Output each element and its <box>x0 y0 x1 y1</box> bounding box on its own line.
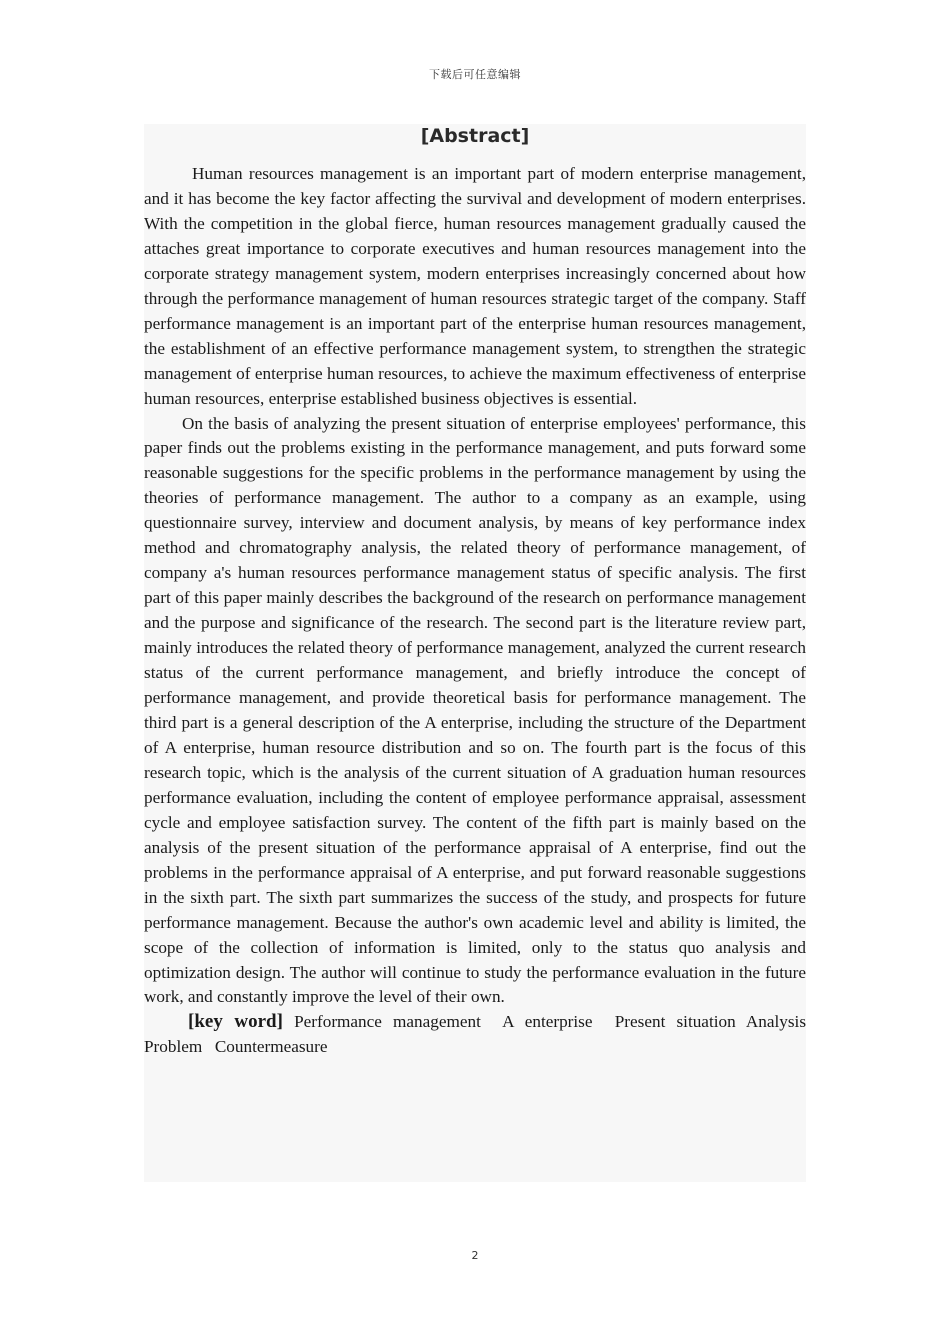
abstract-paragraph-2: On the basis of analyzing the present situation of enterprise employees' performance, this paper finds out the problems existing in the performance management, and puts forward some reasonable suggestions for the specific problems in the performance management by using the theories of performance management. The author to a company as an example, using questionnaire survey, interview and document analysis, by means of key performance index method and chromatography analysis, the related theory of performance management, of company a's human resources performance management status of specific analysis. The first part of this paper mainly describes the background of the research on performance management and the purpose and significance of the research. The second part is the literature review part, mainly introduces the related theory of performance management, analyzed the current research status of the current performance management, and briefly introduce the concept of performance management, and provide theoretical basis for performance management. The third part is a general description of the A enterprise, including the structure of the Department of A enterprise, human resource distribution and so on. The fourth part is the focus of this research topic, which is the analysis of the current situation of A graduation human resources performance evaluation, including the content of employee performance appraisal, assessment cycle and employee satisfaction survey. The content of the fifth part is mainly based on the analysis of the present situation of the performance appraisal of A enterprise, find out the problems in the performance appraisal of A enterprise, and put forward reasonable suggestions in the sixth part. The sixth part summarizes the success of the study, and prospects for future performance management. Because the author's own academic level and ability is limited, the scope of the collection of information is limited, only to the status quo analysis and optimization design. The author will continue to study the performance evaluation in the future work, and constantly improve the level of their own. <box>144 413 806 1007</box>
keywords-line <box>144 1010 819 1060</box>
keywords-text: Performance management A enterprise Present situation Analysis Problem Countermeasure <box>144 1012 819 1057</box>
header-note: 下载后可任意编辑 <box>429 68 521 81</box>
abstract-section <box>144 124 819 1182</box>
abstract-paragraph-1: Human resources management is an important part of modern enterprise management, and it has become the key factor affecting the survival and development of modern enterprises. With the competition in the global fierce, human resources management gradually caused the attaches great importance to corporate executives and human resources management into the corporate strategy management system, modern enterprises increasingly concerned about how through the performance management of human resources strategic target of the company. Staff performance management is an important part of the enterprise human resources management, the establishment of an effective performance management system, to strengthen the strategic management of enterprise human resources, to achieve the maximum effectiveness of enterprise human resources, enterprise established business objectives is essential. <box>144 164 806 408</box>
abstract-title: [Abstract] <box>420 125 530 147</box>
keywords-label: [key word] <box>188 1011 283 1033</box>
page-number: 2 <box>471 1249 479 1262</box>
